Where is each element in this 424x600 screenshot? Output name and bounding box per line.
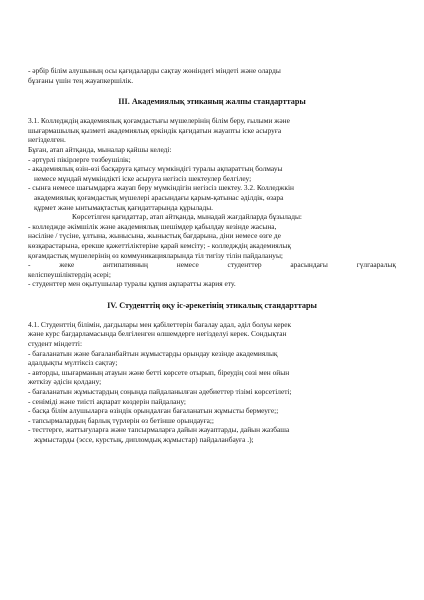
list-item: - студенттер мен оқытушылар туралы құпия ақпаратты жария ету. (28, 279, 236, 289)
list-item: - әртүрлі пікірлерге төзбеушілік; (28, 154, 131, 164)
word: немесе (176, 260, 199, 270)
paragraph-line: 4.1. Студенттің білімін, дағдылары мен қабілеттерін бағалау адал, әділ болуы керек (28, 319, 292, 329)
list-item: адалдықты мүлтіксіз сақтау; (28, 358, 118, 368)
list-item: - сынға немесе шағымдарға жауап беру мүмкіндігін негізсіз шектеу. 3.2. Колледжкін (28, 183, 295, 193)
list-item: - басқа білім алушыларға өзіндік орындалған бағаланатын жұмысты бермеуге;; (28, 406, 279, 416)
intro-line: бұзғаны үшін тең жауапкершілік. (28, 75, 134, 85)
list-item: - тесттерге, жаттығуларға және тапсырмаларға дайын жауаптарды, дайын жазбаша (28, 425, 290, 435)
list-item: жеткізу әдісін қолдану; (28, 377, 102, 387)
list-item: - колледжде әкімшілік және академиялық шешімдер қабылдау кезінде жасына, (28, 221, 277, 231)
word: жеке (59, 260, 75, 270)
list-item: құрмет және ынтымақтастық қағидаттарында құрылады. (34, 202, 214, 212)
list-item: академиялық қоғамдастық мүшелері арасындағы қарым-қатынас әділдік, өзара (34, 192, 284, 202)
list-item: жұмыстарды (эссе, курстық, дипломдық жұмыстар) пайдаланбауға .); (34, 435, 254, 444)
justified-line (28, 260, 396, 270)
list-item: - сеніміді және тиісті ақпарат көздерін пайдалану; (28, 396, 186, 406)
list-item: - бағаланатын және бағаланбайтын жұмыстарды орындау кезінде академиялық (28, 348, 278, 358)
list-item: - академиялық өзін-өзі басқаруға қатысу мүмкіндігі туралы ақпараттың болмауы (28, 164, 283, 174)
document-body (28, 66, 396, 445)
list-item: нәсіліне / түсіне, ұлтына, жынысына, жыныстық бағдарына, діни немесе өзге де (28, 231, 281, 241)
section-3-heading: III. Академиялық этиканың жалпы стандарттары (118, 97, 306, 107)
list-item: - бағаланатын жұмыстардың соңында пайдаланылған әдебиеттер тізімі көрсетілеті; (28, 387, 292, 397)
word: гүлгааралық (356, 260, 396, 270)
section-4-heading: IV. Студенттің оқу іс-әрекетінің этикалық стандарттары (107, 300, 317, 310)
list-item: - авторды, шығарманың атауын және бетті көрсете отырып, біреудің сөзі мен ойын (28, 367, 290, 377)
intro-line: - әрбір білім алушының осы қағидаларды сақтау жөніндегі міндеті және оларды (28, 66, 281, 75)
list-item: қоғамдастық мүшелерінің өз коммуникацияларында тіл тигізу тілін пайдалануы; (28, 250, 283, 260)
list-item: келіспеушіліктердің әсері; (28, 269, 111, 279)
word: арасындағы (290, 260, 328, 270)
paragraph-line: студент міндетті: (28, 339, 83, 349)
paragraph-line: Көрсетілген қағидаттар, атап айтқанда, мынадай жағдайларда бұзылады: (72, 212, 302, 222)
word: антипатияның (103, 260, 148, 270)
paragraph-line: және курс бағдарламасында белгіленген өлшемдерге негізделуі керек. Сондықтан (28, 329, 287, 339)
paragraph-line: негізделген. (28, 135, 66, 145)
list-item: көзқарастарына, ерекше қажеттіліктеріне қарай кемсіту; - колледждің академиялық (28, 240, 291, 250)
paragraph-line: шығармашылық қызметі академиялық еркіндік қағидатын жауапты іске асыруға (28, 125, 282, 135)
list-item: - тапсырмалардың барлық түрлерін өз бетінше орындауға;; (28, 415, 214, 425)
list-item: немесе мұндай мүмкіндікті іске асыруға негізсіз шектеулер белгілеу; (34, 173, 252, 183)
paragraph-line: Бұған, атап айтқанда, мыналар қайшы келеді: (28, 144, 172, 154)
word: - (28, 260, 31, 270)
paragraph-line: 3.1. Колледждің академиялық қоғамдастығы мүшелерінің білім беру, ғылыми және (28, 116, 290, 126)
word: студенттер (227, 260, 262, 270)
